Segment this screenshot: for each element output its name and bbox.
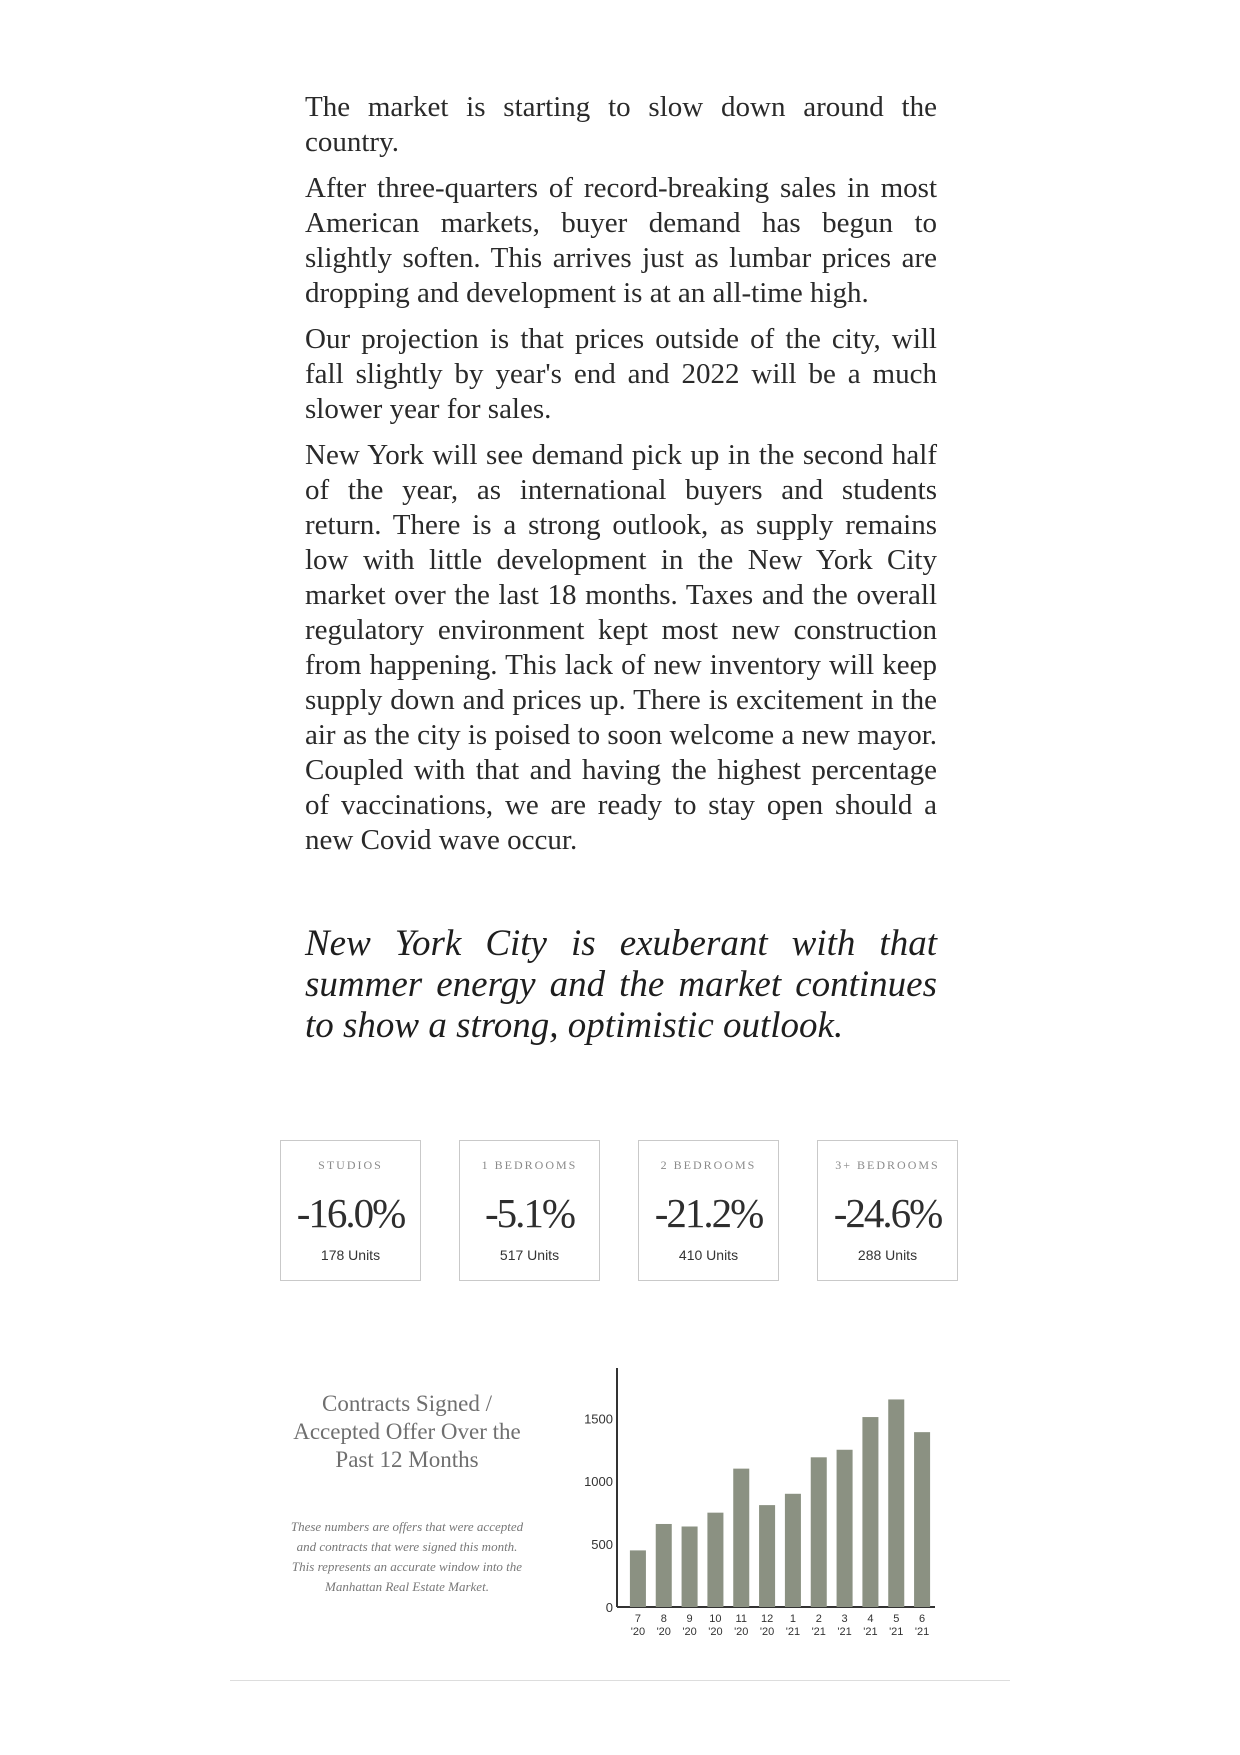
bar <box>785 1494 801 1607</box>
stat-value: -21.2% <box>654 1190 763 1236</box>
bar <box>811 1457 827 1607</box>
x-tick-month: 11 <box>735 1613 747 1625</box>
stat-card-2-bedrooms <box>638 1140 779 1281</box>
x-tick-month: 1 <box>789 1613 796 1625</box>
bar <box>656 1524 672 1607</box>
stat-units: 178 Units <box>320 1247 381 1263</box>
bar <box>707 1513 723 1607</box>
stat-label: 3+ BEDROOMS <box>835 1158 940 1172</box>
x-tick-year: '20 <box>759 1626 775 1638</box>
bar-chart <box>570 1360 950 1650</box>
stat-units: 517 Units <box>499 1247 560 1263</box>
pull-quote: New York City is exuberant with that summer energy and the market continues to show a strong, optimistic outlook. <box>305 923 937 1046</box>
paragraph: The market is starting to slow down around the country. <box>305 91 937 158</box>
stat-label: STUDIOS <box>318 1158 383 1172</box>
x-tick-month: 4 <box>867 1613 874 1625</box>
y-tick-label: 0 <box>605 1600 613 1615</box>
bar <box>914 1432 930 1607</box>
x-tick-year: '21 <box>889 1626 904 1638</box>
x-tick-month: 10 <box>709 1613 722 1625</box>
chart-note: These numbers are offers that were accepted and contracts that were signed this month. This represents an accurate window into the Manhattan Real Estate Market. <box>290 1519 524 1594</box>
bar <box>630 1550 646 1607</box>
x-tick-year: '21 <box>785 1626 801 1638</box>
x-tick-year: '20 <box>630 1626 646 1638</box>
stat-card-1-bedrooms <box>459 1140 600 1281</box>
footer-divider <box>230 1680 1010 1681</box>
x-tick-year: '20 <box>708 1626 723 1638</box>
chart-title: Contracts Signed / Accepted Offer Over the Past 12 Months <box>293 1391 521 1472</box>
x-tick-year: '21 <box>837 1626 852 1638</box>
y-tick-label: 500 <box>591 1537 613 1553</box>
bar <box>862 1417 878 1607</box>
x-tick-month: 7 <box>634 1613 641 1625</box>
bar <box>682 1526 698 1607</box>
stat-units: 288 Units <box>857 1247 918 1263</box>
stat-card-studios <box>280 1140 421 1281</box>
paragraph: Our projection is that prices outside of the city, will fall slightly by year's end and 2022 will be a much slower year for sales. <box>305 323 937 425</box>
bar <box>837 1450 853 1607</box>
bar <box>759 1505 775 1607</box>
x-tick-month: 2 <box>815 1613 822 1625</box>
y-tick-label: 1000 <box>584 1474 613 1490</box>
x-tick-month: 3 <box>841 1613 848 1625</box>
bar <box>888 1399 904 1607</box>
x-tick-month: 12 <box>760 1613 774 1625</box>
stat-value: -5.1% <box>484 1190 575 1236</box>
body-text <box>305 90 937 869</box>
paragraph: After three-quarters of record-breaking sales in most American markets, buyer demand has begun to slightly soften. This arrives just as lumbar prices are dropping and development is at an all-time high. <box>305 172 937 309</box>
x-tick-year: '20 <box>656 1626 671 1638</box>
x-tick-year: '20 <box>734 1626 749 1638</box>
x-tick-year: '20 <box>682 1626 697 1638</box>
bar <box>733 1469 749 1607</box>
x-tick-month: 6 <box>919 1613 926 1625</box>
stat-label: 1 BEDROOMS <box>481 1158 578 1172</box>
x-tick-month: 8 <box>660 1613 667 1625</box>
stat-value: -16.0% <box>296 1190 405 1236</box>
paragraph: New York will see demand pick up in the second half of the year, as international buyers and students return. There is a strong outlook, as supply remains low with little development in the New York City market over the last 18 months. Taxes and the overall regulatory environment kept most new construction from happening. This lack of new inventory will keep supply down and prices up. There is excitement in the air as the city is poised to soon welcome a new mayor. Coupled with that and having the highest percentage of vaccinations, we are ready to stay open should a new Covid wave occur. <box>305 439 937 856</box>
stat-label: 2 BEDROOMS <box>660 1158 757 1172</box>
x-tick-year: '21 <box>811 1626 826 1638</box>
x-tick-year: '21 <box>863 1626 878 1638</box>
x-tick-month: 9 <box>686 1613 693 1625</box>
stat-value: -24.6% <box>833 1190 942 1236</box>
x-tick-year: '21 <box>914 1626 930 1638</box>
stat-units: 410 Units <box>678 1247 739 1263</box>
y-tick-label: 1500 <box>584 1411 613 1427</box>
stat-card-3-plus-bedrooms <box>817 1140 958 1281</box>
x-tick-month: 5 <box>893 1613 900 1625</box>
